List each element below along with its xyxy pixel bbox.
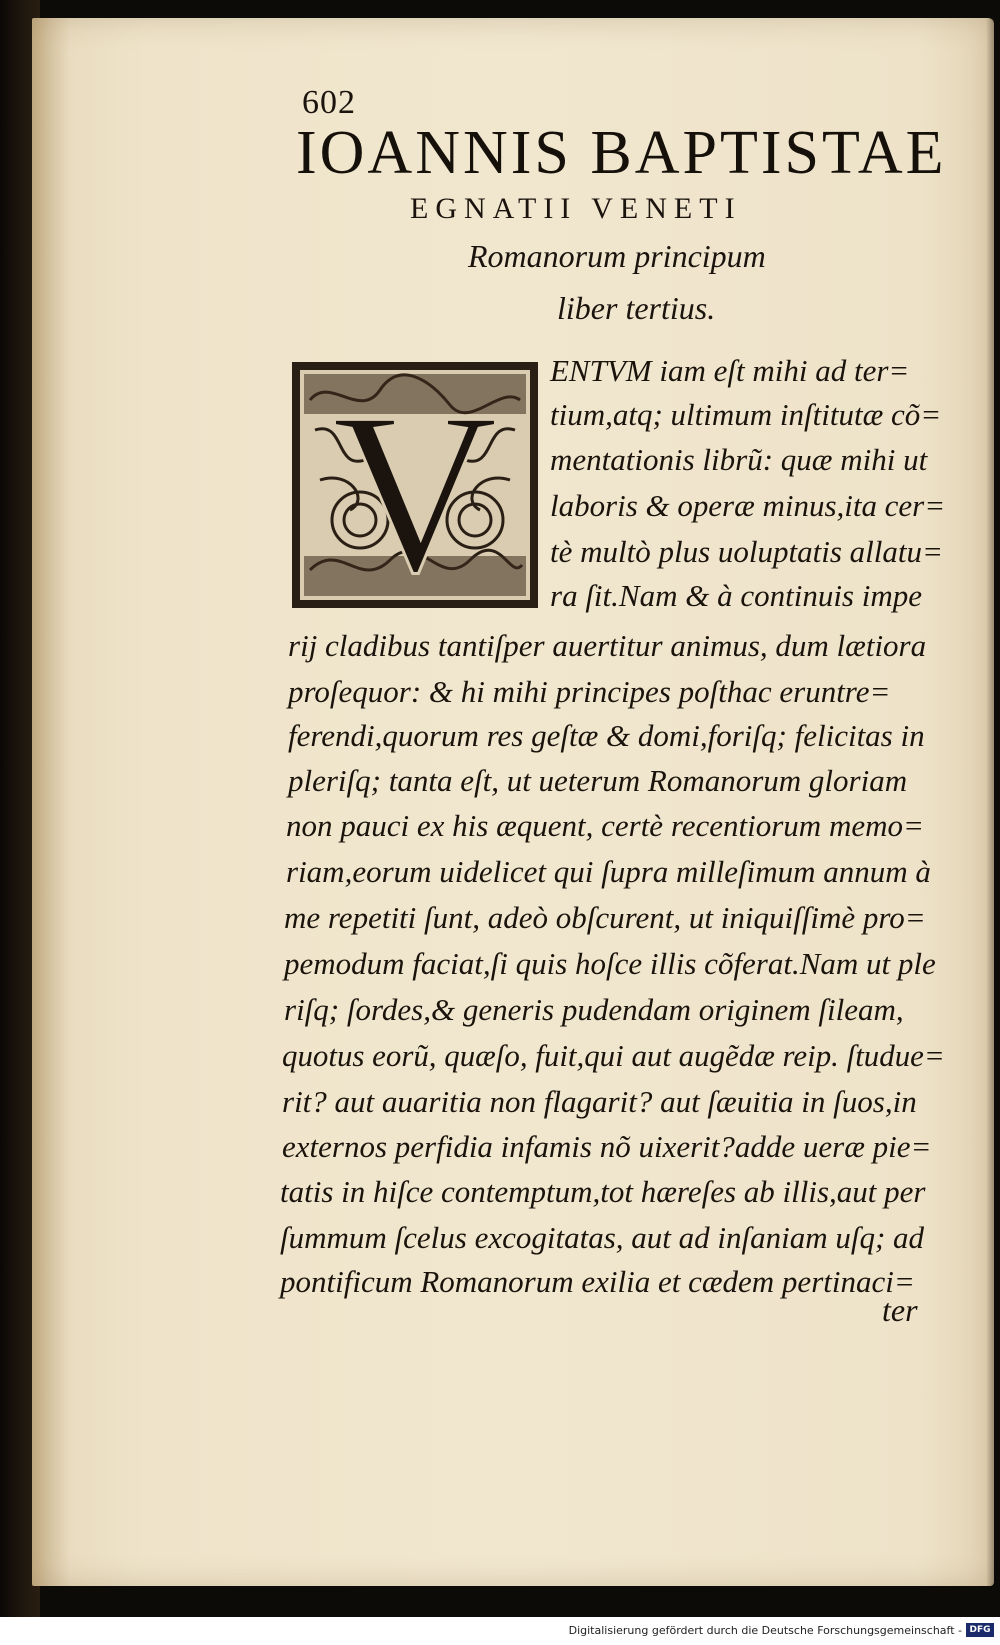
text-line: laboris & operæ minus,ita cer= xyxy=(550,488,946,523)
text-line: ENTVM iam eſt mihi ad ter= xyxy=(550,353,910,388)
text-line: tatis in hiſce contemptum,tot hæreſes ab illis,aut per xyxy=(280,1174,926,1209)
text-line: ra ſit.Nam & à continuis impe xyxy=(550,578,922,613)
text-line: pemodum faciat,ſi quis hoſce illis cõferat.Nam ut ple xyxy=(284,946,936,981)
text-line: riam,eorum uidelicet qui ſupra milleſimum annum à xyxy=(286,854,931,889)
book-number: liber tertius. xyxy=(557,290,716,326)
text-line: riſq; ſordes,& generis pudendam originem ſileam, xyxy=(284,992,904,1027)
text-line: ſummum ſcelus excogitatas, aut ad inſaniam uſq; ad xyxy=(280,1220,925,1255)
funding-notice: Digitalisierung gefördert durch die Deutsche Forschungsgemeinschaft - xyxy=(568,1624,962,1637)
text-line: pleriſq; tanta eſt, ut ueterum Romanorum gloriam xyxy=(288,763,908,798)
text-line: rij cladibus tantiſper auertitur animus, dum lætiora xyxy=(288,628,927,663)
text-line: tium,atq; ultimum inſtitutæ cõ= xyxy=(550,397,942,432)
text-line: mentationis librũ: quæ mihi ut xyxy=(550,442,928,477)
initial-letter: V xyxy=(331,365,499,610)
footer-bar xyxy=(0,1617,1000,1645)
text-line: externos perfidia infamis nõ uixerit?adde ueræ pie= xyxy=(282,1129,932,1164)
work-title: Romanorum principum xyxy=(468,238,766,274)
page-number: 602 xyxy=(302,84,356,121)
text-line: rit? aut auaritia non flagarit? aut ſæuitia in ſuos,in xyxy=(282,1084,917,1119)
text-line: ferendi,quorum res geſtæ & domi,foriſq; felicitas in xyxy=(288,718,925,753)
catchword: ter xyxy=(882,1292,918,1328)
text-line: proſequor: & hi mihi principes poſthac eruntre= xyxy=(288,674,891,709)
text-line: pontificum Romanorum exilia et cædem pertinaci= xyxy=(280,1264,915,1299)
text-line: non pauci ex his æquent, certè recentiorum memo= xyxy=(286,808,924,843)
text-line: quotus eorũ, quæſo, fuit,qui aut augẽdæ reip. ſtudue= xyxy=(282,1038,945,1073)
text-line: tè multò plus uoluptatis allatu= xyxy=(550,534,943,569)
dfg-logo: DFG xyxy=(966,1623,994,1637)
text-line: me repetiti ſunt, adeò obſcurent, ut iniquiſſimè pro= xyxy=(284,900,926,935)
page-edge xyxy=(986,18,994,1586)
author-title: IOANNIS BAPTISTAE xyxy=(296,119,947,187)
decorated-initial xyxy=(290,360,540,610)
author-title-continued: EGNATII VENETI xyxy=(410,192,742,225)
